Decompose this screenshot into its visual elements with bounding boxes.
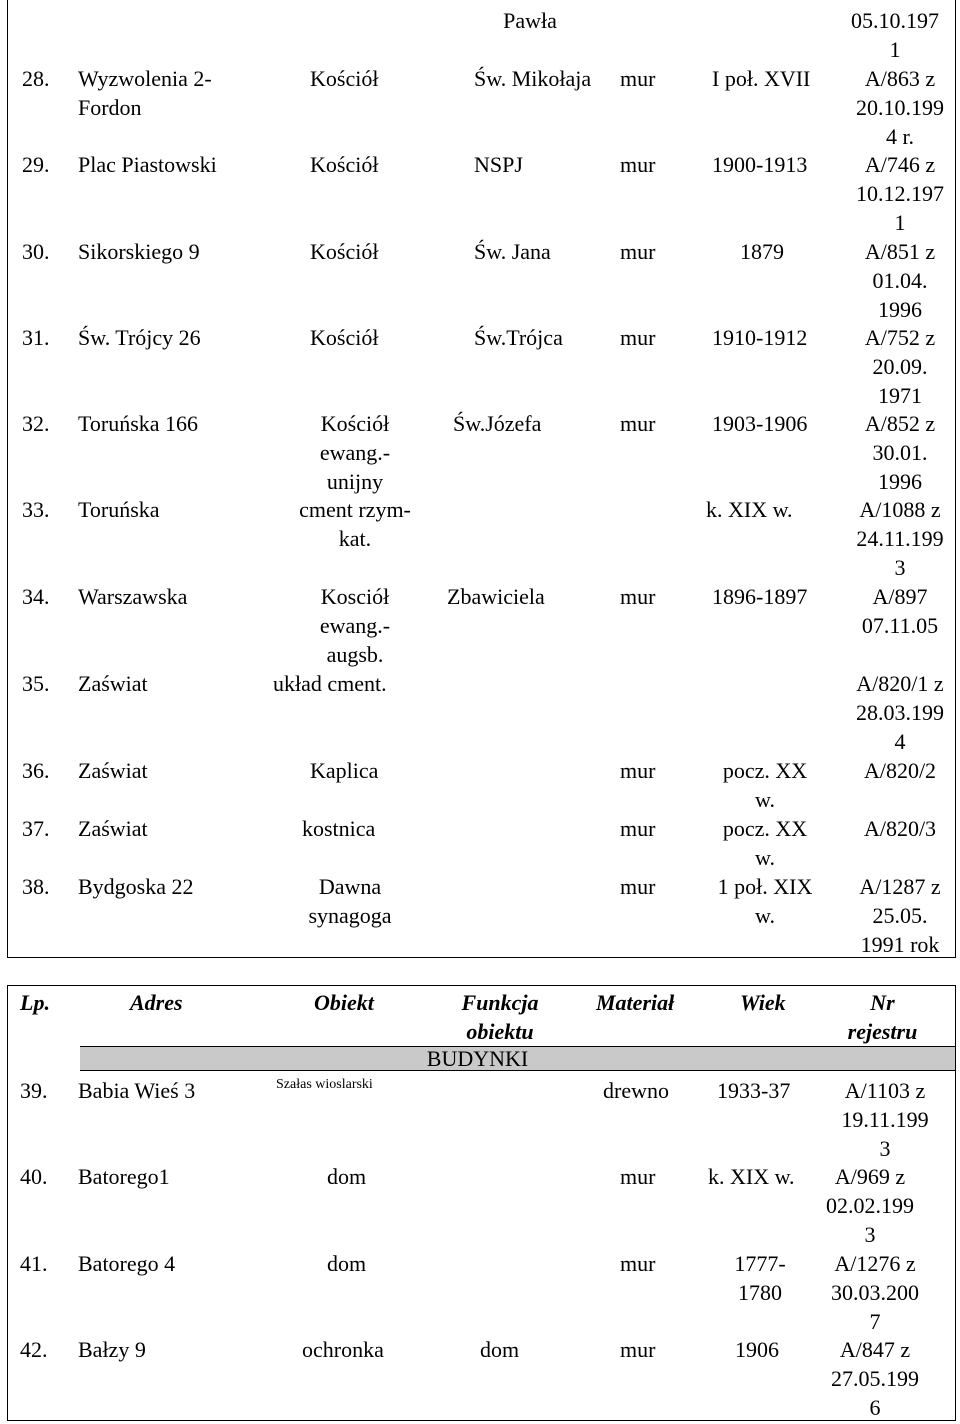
row38-adres: Bydgoska 22: [78, 874, 194, 899]
row28-lp: 28.: [22, 66, 50, 91]
row34-rejestr: A/897 07.11.05: [861, 584, 939, 638]
row41-lp: 41.: [20, 1251, 48, 1276]
row38-rejestr: A/1287 z 25.05. 1991 rok: [859, 874, 941, 957]
row30-material: mur: [620, 239, 656, 264]
row34-lp: 34.: [22, 584, 50, 609]
row37-wiek: pocz. XX w.: [722, 816, 808, 870]
section-title-budynki: BUDYNKI: [426, 1046, 529, 1071]
row33-adres: Toruńska: [78, 497, 160, 522]
row29-wiek: 1900-1913: [712, 152, 808, 177]
row36-lp: 36.: [22, 758, 50, 783]
row42-adres: Bałzy 9: [78, 1337, 146, 1362]
row28-rejestr: A/863 z 20.10.199 4 r.: [856, 66, 944, 149]
row32-rejestr: A/852 z 30.01. 1996: [864, 411, 936, 494]
row42-funkcja: dom: [480, 1337, 520, 1362]
row41-material: mur: [620, 1251, 656, 1276]
row30-obiekt: Kościół: [310, 239, 379, 264]
row37-adres: Zaświat: [78, 816, 148, 841]
row30-lp: 30.: [22, 239, 50, 264]
row33-obiekt: cment rzym- kat.: [299, 497, 411, 551]
row31-lp: 31.: [22, 325, 50, 350]
row27-obiekt: Pawła: [503, 8, 557, 33]
row41-wiek: 1777- 1780: [734, 1251, 786, 1305]
row32-funkcja: Św.Józefa: [453, 411, 542, 436]
row28-material: mur: [620, 66, 656, 91]
row36-rejestr: A/820/2: [863, 758, 937, 783]
header-funkcja: Funkcja obiektu: [461, 990, 539, 1044]
row39-obiekt: Szałas wioslarski: [276, 1077, 373, 1092]
row40-obiekt: dom: [327, 1164, 367, 1189]
row33-rejestr: A/1088 z 24.11.199 3: [856, 497, 944, 580]
row32-lp: 32.: [22, 411, 50, 436]
row36-material: mur: [620, 758, 656, 783]
row40-adres: Batorego1: [78, 1164, 170, 1189]
header-wiek: Wiek: [740, 990, 786, 1015]
row40-rejestr: A/969 z 02.02.199 3: [826, 1164, 914, 1247]
row29-rejestr: A/746 z 10.12.197 1: [856, 152, 944, 235]
row28-funkcja: Św. Mikołaja: [474, 66, 592, 91]
row30-adres: Sikorskiego 9: [78, 239, 200, 264]
row39-rejestr: A/1103 z 19.11.199 3: [841, 1078, 929, 1161]
row32-obiekt: Kościół ewang.- unijny: [319, 411, 391, 494]
row33-wiek: k. XIX w.: [706, 497, 793, 522]
row29-funkcja: NSPJ: [474, 152, 523, 177]
row31-adres: Św. Trójcy 26: [78, 325, 201, 350]
row30-rejestr: A/851 z 01.04. 1996: [864, 239, 936, 322]
header-material: Materiał: [596, 990, 675, 1015]
row29-adres: Plac Piastowski: [78, 152, 217, 177]
row41-adres: Batorego 4: [78, 1251, 176, 1276]
row38-material: mur: [620, 874, 656, 899]
row38-wiek: 1 poł. XIX w.: [717, 874, 813, 928]
row30-funkcja: Św. Jana: [474, 239, 551, 264]
row35-obiekt: układ cment.: [273, 671, 387, 696]
row29-material: mur: [620, 152, 656, 177]
row39-wiek: 1933-37: [717, 1078, 791, 1103]
row40-lp: 40.: [20, 1164, 48, 1189]
row39-adres: Babia Wieś 3: [78, 1078, 196, 1103]
header-nr-rejestru: Nr rejestru: [847, 990, 918, 1044]
row31-obiekt: Kościół: [310, 325, 379, 350]
row39-lp: 39.: [20, 1078, 48, 1103]
header-adres: Adres: [130, 990, 183, 1015]
row39-material: drewno: [603, 1078, 669, 1103]
row42-obiekt: ochronka: [302, 1337, 384, 1362]
row31-funkcja: Św.Trójca: [474, 325, 563, 350]
row29-lp: 29.: [22, 152, 50, 177]
row31-material: mur: [620, 325, 656, 350]
header-lp: Lp.: [20, 990, 50, 1015]
row33-lp: 33.: [22, 497, 50, 522]
row30-wiek: 1879: [740, 239, 784, 264]
row28-adres: Wyzwolenia 2- Fordon: [78, 66, 212, 120]
row37-obiekt: kostnica: [302, 816, 376, 841]
row34-adres: Warszawska: [78, 584, 188, 609]
row37-rejestr: A/820/3: [863, 816, 937, 841]
row36-wiek: pocz. XX w.: [722, 758, 808, 812]
row36-adres: Zaświat: [78, 758, 148, 783]
row34-wiek: 1896-1897: [712, 584, 808, 609]
row40-material: mur: [620, 1164, 656, 1189]
row37-material: mur: [620, 816, 656, 841]
row42-wiek: 1906: [735, 1337, 779, 1362]
row28-wiek: I poł. XVII: [712, 66, 811, 91]
row35-rejestr: A/820/1 z 28.03.199 4: [856, 671, 944, 754]
row31-rejestr: A/752 z 20.09. 1971: [864, 325, 936, 408]
row34-obiekt: Kosciół ewang.- augsb.: [319, 584, 391, 667]
row34-funkcja: Zbawiciela: [447, 584, 545, 609]
header-obiekt: Obiekt: [314, 990, 374, 1015]
row41-rejestr: A/1276 z 30.03.200 7: [831, 1251, 919, 1334]
row31-wiek: 1910-1912: [712, 325, 808, 350]
row41-obiekt: dom: [327, 1251, 367, 1276]
row35-lp: 35.: [22, 671, 50, 696]
row40-wiek: k. XIX w.: [708, 1164, 795, 1189]
row42-material: mur: [620, 1337, 656, 1362]
row42-rejestr: A/847 z 27.05.199 6: [831, 1337, 919, 1420]
row29-obiekt: Kościół: [310, 152, 379, 177]
row32-material: mur: [620, 411, 656, 436]
row38-obiekt: Dawna synagoga: [308, 874, 392, 928]
row36-obiekt: Kaplica: [310, 758, 379, 783]
row34-material: mur: [620, 584, 656, 609]
row28-obiekt: Kościół: [310, 66, 379, 91]
row32-adres: Toruńska 166: [78, 411, 199, 436]
row37-lp: 37.: [22, 816, 50, 841]
row42-lp: 42.: [20, 1337, 48, 1362]
row27-rejestr: 05.10.197 1: [851, 8, 939, 62]
row35-adres: Zaświat: [78, 671, 148, 696]
row38-lp: 38.: [22, 874, 50, 899]
row32-wiek: 1903-1906: [712, 411, 808, 436]
